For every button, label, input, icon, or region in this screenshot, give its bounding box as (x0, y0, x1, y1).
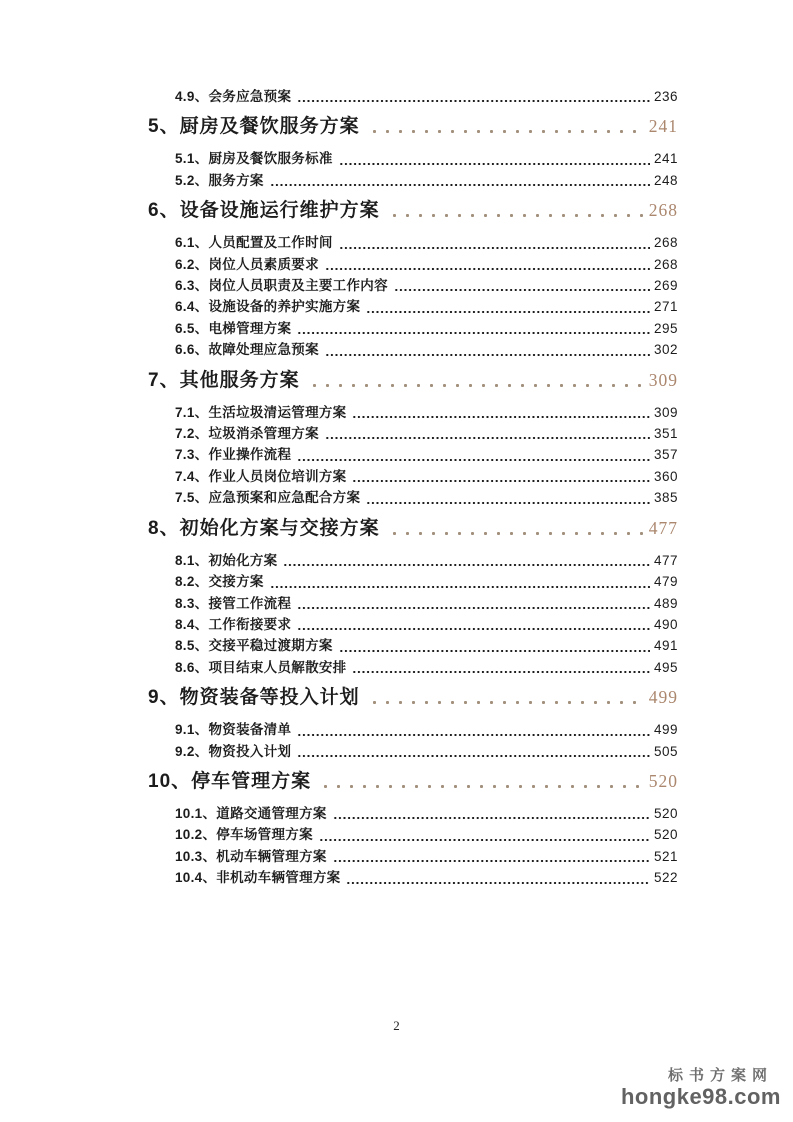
toc-leader-dots (325, 267, 650, 271)
toc-entry-page: 271 (653, 299, 678, 315)
toc-sub-row (148, 614, 678, 635)
toc-leader-dots (339, 246, 650, 250)
toc-entry-page: 522 (653, 870, 678, 886)
toc-sub-row (148, 635, 678, 656)
toc-entry-label: 8.1、初始化方案 (175, 552, 278, 568)
toc-chapter-row (148, 197, 678, 224)
toc-list (148, 86, 678, 889)
toc-entry-page: 295 (653, 320, 678, 336)
toc-sub-row (148, 423, 678, 444)
toc-leader-dots (352, 415, 650, 419)
toc-sub-row (148, 550, 678, 571)
toc-entry-page: 520 (648, 770, 678, 791)
toc-entry-label: 8、初始化方案与交接方案 (148, 517, 380, 539)
page-number: 2 (393, 1018, 400, 1033)
toc-entry-label: 8.5、交接平稳过渡期方案 (175, 638, 333, 654)
toc-sub-row (148, 170, 678, 191)
toc-entry-label: 10.3、机动车辆管理方案 (175, 848, 327, 864)
toc-entry-label: 8.6、项目结束人员解散安排 (175, 659, 347, 675)
toc-entry-label: 6.1、人员配置及工作时间 (175, 235, 333, 251)
toc-leader-dots (388, 531, 643, 536)
toc-leader-dots (333, 859, 650, 863)
toc-leader-dots (339, 162, 650, 166)
toc-leader-dots (366, 501, 650, 505)
toc-sub-row (148, 275, 678, 296)
toc-leader-dots (283, 563, 650, 567)
toc-sub-row (148, 824, 678, 845)
toc-sub-row (148, 318, 678, 339)
toc-entry-label: 7.2、垃圾消杀管理方案 (175, 426, 319, 442)
toc-leader-dots (270, 183, 650, 187)
toc-chapter-row (148, 367, 678, 394)
toc-entry-page: 268 (653, 235, 678, 251)
toc-leader-dots (308, 383, 643, 388)
toc-leader-dots (297, 458, 650, 462)
toc-sub-row (148, 657, 678, 678)
toc-leader-dots (352, 479, 650, 483)
toc-sub-row (148, 487, 678, 508)
toc-entry-label: 9.2、物资投入计划 (175, 743, 292, 759)
toc-entry-label: 5、厨房及餐饮服务方案 (148, 116, 360, 138)
toc-entry-label: 7.4、作业人员岗位培训方案 (175, 468, 347, 484)
toc-entry-page: 505 (653, 743, 678, 759)
toc-sub-row (148, 148, 678, 169)
toc-chapter-row (148, 768, 678, 795)
toc-entry-page: 491 (653, 638, 678, 654)
toc-entry-label: 7.3、作业操作流程 (175, 447, 292, 463)
toc-leader-dots (297, 606, 650, 610)
toc-entry-label: 8.3、接管工作流程 (175, 595, 292, 611)
toc-entry-label: 6.2、岗位人员素质要求 (175, 256, 319, 272)
toc-entry-label: 5.2、服务方案 (175, 172, 264, 188)
toc-leader-dots (270, 585, 650, 589)
toc-entry-page: 360 (653, 468, 678, 484)
toc-leader-dots (368, 700, 643, 705)
toc-entry-page: 268 (648, 200, 678, 221)
toc-sub-row (148, 296, 678, 317)
toc-sub-row (148, 593, 678, 614)
toc-sub-row (148, 803, 678, 824)
toc-entry-page: 309 (653, 404, 678, 420)
toc-entry-page: 302 (653, 342, 678, 358)
toc-entry-label: 7、其他服务方案 (148, 369, 300, 391)
toc-sub-row (148, 232, 678, 253)
toc-sub-row (148, 254, 678, 275)
toc-entry-page: 489 (653, 595, 678, 611)
watermark-site-url: hongke98.com (620, 1083, 781, 1109)
toc-entry-page: 495 (653, 659, 678, 675)
toc-sub-row (148, 466, 678, 487)
toc-leader-dots (352, 670, 650, 674)
toc-entry-page: 520 (653, 827, 678, 843)
toc-entry-page: 357 (653, 447, 678, 463)
toc-leader-dots (388, 213, 643, 218)
toc-entry-label: 10、停车管理方案 (148, 770, 312, 792)
toc-leader-dots (339, 649, 650, 653)
toc-sub-row (148, 444, 678, 465)
toc-entry-page: 477 (653, 552, 678, 568)
toc-leader-dots (333, 816, 650, 820)
toc-entry-label: 4.9、会务应急预案 (175, 89, 292, 104)
toc-entry-label: 6.5、电梯管理方案 (175, 320, 292, 336)
toc-entry-page: 479 (653, 574, 678, 590)
toc-entry-page: 490 (653, 616, 678, 632)
toc-entry-label: 8.2、交接方案 (175, 574, 264, 590)
toc-entry-label: 10.1、道路交通管理方案 (175, 805, 327, 821)
toc-leader-dots (325, 436, 650, 440)
toc-leader-dots (297, 733, 650, 737)
toc-sub-row (148, 741, 678, 762)
toc-leader-dots (319, 784, 643, 789)
watermark (621, 1068, 781, 1109)
toc-entry-page: 351 (653, 426, 678, 442)
toc-sub-row (148, 402, 678, 423)
toc-entry-page: 385 (653, 490, 678, 506)
toc-entry-label: 6.6、故障处理应急预案 (175, 342, 319, 358)
toc-sub-row (148, 339, 678, 360)
toc-entry-page: 499 (648, 687, 678, 708)
toc-leader-dots (297, 99, 650, 103)
toc-chapter-row (148, 515, 678, 542)
toc-sub-row (148, 571, 678, 592)
toc-sub-row (148, 867, 678, 888)
toc-entry-page: 241 (653, 151, 678, 167)
toc-entry-page: 241 (648, 116, 678, 137)
toc-entry-label: 5.1、厨房及餐饮服务标准 (175, 151, 333, 167)
toc-entry-label: 7.5、应急预案和应急配合方案 (175, 490, 361, 506)
toc-entry-label: 10.4、非机动车辆管理方案 (175, 870, 341, 886)
toc-leader-dots (366, 310, 650, 314)
toc-entry-label: 7.1、生活垃圾清运管理方案 (175, 404, 347, 420)
watermark-site-name: 标书方案网 (667, 1067, 773, 1084)
toc-entry-label: 8.4、工作衔接要求 (175, 616, 292, 632)
toc-entry-label: 6.3、岗位人员职责及主要工作内容 (175, 278, 388, 294)
toc-leader-dots (297, 754, 650, 758)
toc-leader-dots (346, 881, 649, 885)
toc-chapter-row (148, 113, 678, 140)
toc-chapter-row (148, 684, 678, 711)
toc-entry-page: 309 (648, 369, 678, 390)
toc-entry-label: 6、设备设施运行维护方案 (148, 200, 380, 222)
toc-entry-page: 248 (653, 172, 678, 188)
toc-sub-row (148, 846, 678, 867)
toc-entry-page: 236 (653, 89, 678, 104)
toc-entry-label: 6.4、设施设备的养护实施方案 (175, 299, 361, 315)
toc-leader-dots (368, 129, 643, 134)
toc-entry-page: 520 (653, 805, 678, 821)
toc-entry-page: 268 (653, 256, 678, 272)
toc-entry-page: 521 (653, 848, 678, 864)
toc-sub-row (148, 719, 678, 740)
toc-entry-page: 477 (648, 517, 678, 538)
toc-leader-dots (325, 353, 650, 357)
toc-entry-label: 9、物资装备等投入计划 (148, 687, 360, 709)
toc-entry-label: 10.2、停车场管理方案 (175, 827, 313, 843)
toc-sub-row (148, 86, 678, 107)
toc-entry-label: 9.1、物资装备清单 (175, 722, 292, 738)
toc-leader-dots (319, 838, 650, 842)
toc-entry-page: 499 (653, 722, 678, 738)
toc-entry-page: 269 (653, 278, 678, 294)
toc-leader-dots (297, 331, 650, 335)
toc-leader-dots (394, 288, 650, 292)
toc-leader-dots (297, 627, 650, 631)
